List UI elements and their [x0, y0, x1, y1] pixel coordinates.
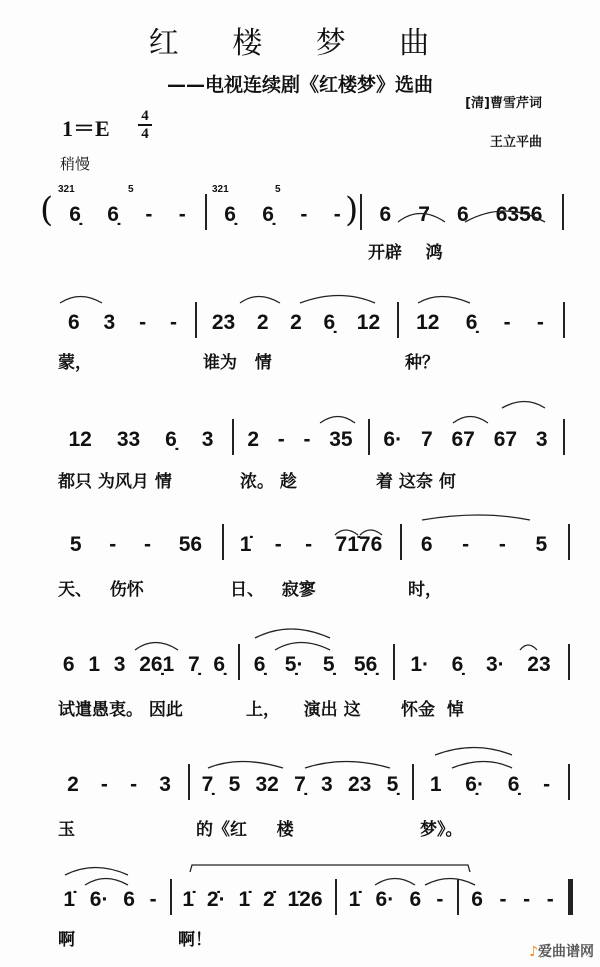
note: 6 [123, 888, 135, 911]
note: 1̇ [182, 888, 195, 911]
note: 1̇26 [287, 888, 323, 911]
note: 6 [67, 311, 80, 334]
lyrics: 浓。 趁 [240, 472, 297, 492]
note: 6· [375, 888, 395, 911]
lyrics: 啊 [58, 930, 75, 950]
note: - [523, 888, 531, 911]
slur [465, 211, 545, 222]
note: 2 [256, 311, 269, 334]
note: 1̇ [239, 533, 252, 556]
slur [335, 530, 358, 535]
note: 1 [429, 773, 442, 796]
note: 1· [410, 653, 429, 676]
note: - [305, 533, 313, 556]
note: 32 [255, 773, 279, 796]
slur [398, 214, 445, 223]
note: - [300, 203, 308, 226]
slur [190, 865, 470, 872]
slur [422, 515, 530, 520]
note: 33 [116, 428, 141, 451]
lyrics: 蒙， [58, 353, 92, 373]
composer-credit: 王立平曲 [489, 135, 542, 150]
note: 7̣ [187, 653, 200, 676]
lyrics: 玉 [58, 820, 75, 840]
note: 12 [416, 311, 440, 334]
note: 6 [420, 533, 433, 556]
note: - [303, 428, 311, 451]
note: 6̣ [262, 203, 274, 226]
tempo-marking: 稍慢 [60, 155, 91, 173]
note: 23 [347, 773, 372, 796]
note: 3 [159, 773, 171, 796]
time-signature-top: 4 [141, 108, 149, 124]
note: - [503, 311, 511, 334]
note: 6̣ [451, 653, 464, 676]
slur [60, 297, 102, 304]
note: 6̣ [507, 773, 520, 796]
note: 5 [535, 533, 548, 556]
note: 2 [247, 428, 260, 451]
note: - [178, 203, 186, 226]
slur [360, 530, 382, 535]
slur [135, 643, 178, 651]
note: - [333, 203, 341, 226]
lyrics: 天、 伤怀 [58, 580, 144, 600]
note: - [274, 533, 282, 556]
grace-note: 5 [128, 184, 134, 195]
note: 7̣ [201, 773, 214, 796]
note: 6̣ [224, 203, 236, 226]
note: 7 [418, 203, 430, 226]
note: - [543, 773, 551, 796]
note: 6̣ [253, 653, 266, 676]
watermark-text: 爱曲谱网 [538, 944, 594, 960]
note: 5̣ [322, 653, 335, 676]
note: 6̣· [465, 773, 484, 796]
note: 56 [178, 533, 203, 556]
note: 6 [409, 888, 422, 911]
note: 3 [103, 311, 116, 334]
grace-notes: 321 [212, 184, 229, 195]
note: 2̇ [262, 888, 275, 911]
note: 7̣ [294, 773, 306, 796]
slur [255, 629, 330, 638]
note: 6 [379, 203, 392, 226]
slur [85, 879, 128, 886]
time-signature-bottom: 4 [141, 126, 149, 142]
slur [425, 879, 475, 886]
note: 3· [485, 653, 505, 676]
lyrics: 梦》。 [420, 820, 463, 840]
close-parenthesis: ) [345, 190, 359, 230]
note: 2 [290, 311, 302, 334]
note: 23 [527, 653, 551, 676]
note: 26̣1 [139, 653, 175, 676]
note: 3 [113, 653, 126, 676]
note: 6̣ [165, 428, 177, 451]
slur [435, 748, 512, 756]
music-note-icon: ♪ [529, 944, 538, 960]
note: 5 [69, 533, 82, 556]
lyrics: 上， 演出 这 [246, 700, 361, 720]
open-parenthesis: ( [40, 190, 54, 230]
note: 5̣· [284, 653, 304, 676]
note: - [170, 311, 178, 334]
note: - [149, 888, 157, 911]
slur [418, 297, 470, 304]
note: 6356 [495, 203, 543, 226]
slur [375, 879, 415, 886]
slur [452, 762, 512, 769]
lyrics: 时， [408, 580, 442, 600]
note: - [277, 428, 285, 451]
slur [300, 296, 375, 304]
slur [453, 417, 488, 424]
note: 7 [420, 428, 433, 451]
note: - [436, 888, 444, 911]
lyrics: 试遣愚衷。 因此 [58, 700, 183, 720]
note: 3 [321, 773, 333, 796]
watermark [529, 941, 594, 961]
lyrics: 谁为 情 [203, 353, 272, 373]
slur [275, 643, 330, 651]
note: 12 [356, 311, 381, 334]
note: 1̇ [238, 888, 251, 911]
note: 12 [68, 428, 92, 451]
note: - [145, 203, 153, 226]
note: - [499, 888, 507, 911]
note: 5 [228, 773, 241, 796]
lyrics: 日、 寂寥 [230, 580, 316, 600]
note: 6̣ [107, 203, 119, 226]
note: 3 [201, 428, 214, 451]
lyricist-credit: [清]曹雪芹词 [465, 96, 542, 111]
note: 6· [89, 888, 109, 911]
lyrics: 种？ [405, 353, 439, 373]
note: 3 [535, 428, 548, 451]
slur [520, 645, 537, 650]
note: 2 [67, 773, 79, 796]
note: 71̇76 [335, 533, 383, 556]
note: 6 [456, 203, 469, 226]
note: 23 [211, 311, 236, 334]
note: 1 [88, 653, 100, 676]
lyrics: 啊！ [178, 930, 212, 950]
note: - [139, 311, 147, 334]
slur [305, 762, 390, 769]
note: 67 [493, 428, 518, 451]
note: - [100, 773, 108, 796]
slur [65, 868, 128, 876]
lyrics: 都只 为风月 情 [58, 472, 172, 492]
song-subtitle: ——电视连续剧《红楼梦》选曲 [166, 74, 433, 96]
slur [240, 297, 280, 304]
note: 2̇· [206, 888, 226, 911]
slur [502, 402, 545, 409]
note: 6 [471, 888, 483, 911]
note: - [536, 311, 544, 334]
key-signature: 1＝E [62, 116, 110, 141]
lyrics: 的《红 楼 [196, 820, 294, 840]
note: 5̣6̣ [353, 653, 378, 676]
lyrics: 开辟 鸿 [368, 243, 443, 263]
note: 6̣ [323, 311, 336, 334]
note: 5̣ [386, 773, 399, 796]
note: 6̣ [465, 311, 478, 334]
note: 6̣ [69, 203, 81, 226]
note: - [109, 533, 117, 556]
note: 1̇ [63, 888, 76, 911]
note: - [462, 533, 470, 556]
lyrics: 怀金 悼 [401, 700, 464, 720]
note: - [498, 533, 506, 556]
song-title: 红 楼 梦 曲 [148, 26, 452, 61]
note: 6̣ [213, 653, 226, 676]
slur [320, 417, 355, 424]
grace-notes: 321 [58, 184, 75, 195]
note: - [144, 533, 152, 556]
note: 6 [62, 653, 75, 676]
note: 35 [329, 428, 353, 451]
note: 1̇ [348, 888, 361, 911]
note: - [546, 888, 554, 911]
lyrics: 着 这奈 何 [376, 472, 456, 492]
note: 67 [451, 428, 475, 451]
slur [208, 762, 283, 769]
note: 6· [383, 428, 403, 451]
note: - [130, 773, 138, 796]
grace-note: 5 [275, 184, 281, 195]
